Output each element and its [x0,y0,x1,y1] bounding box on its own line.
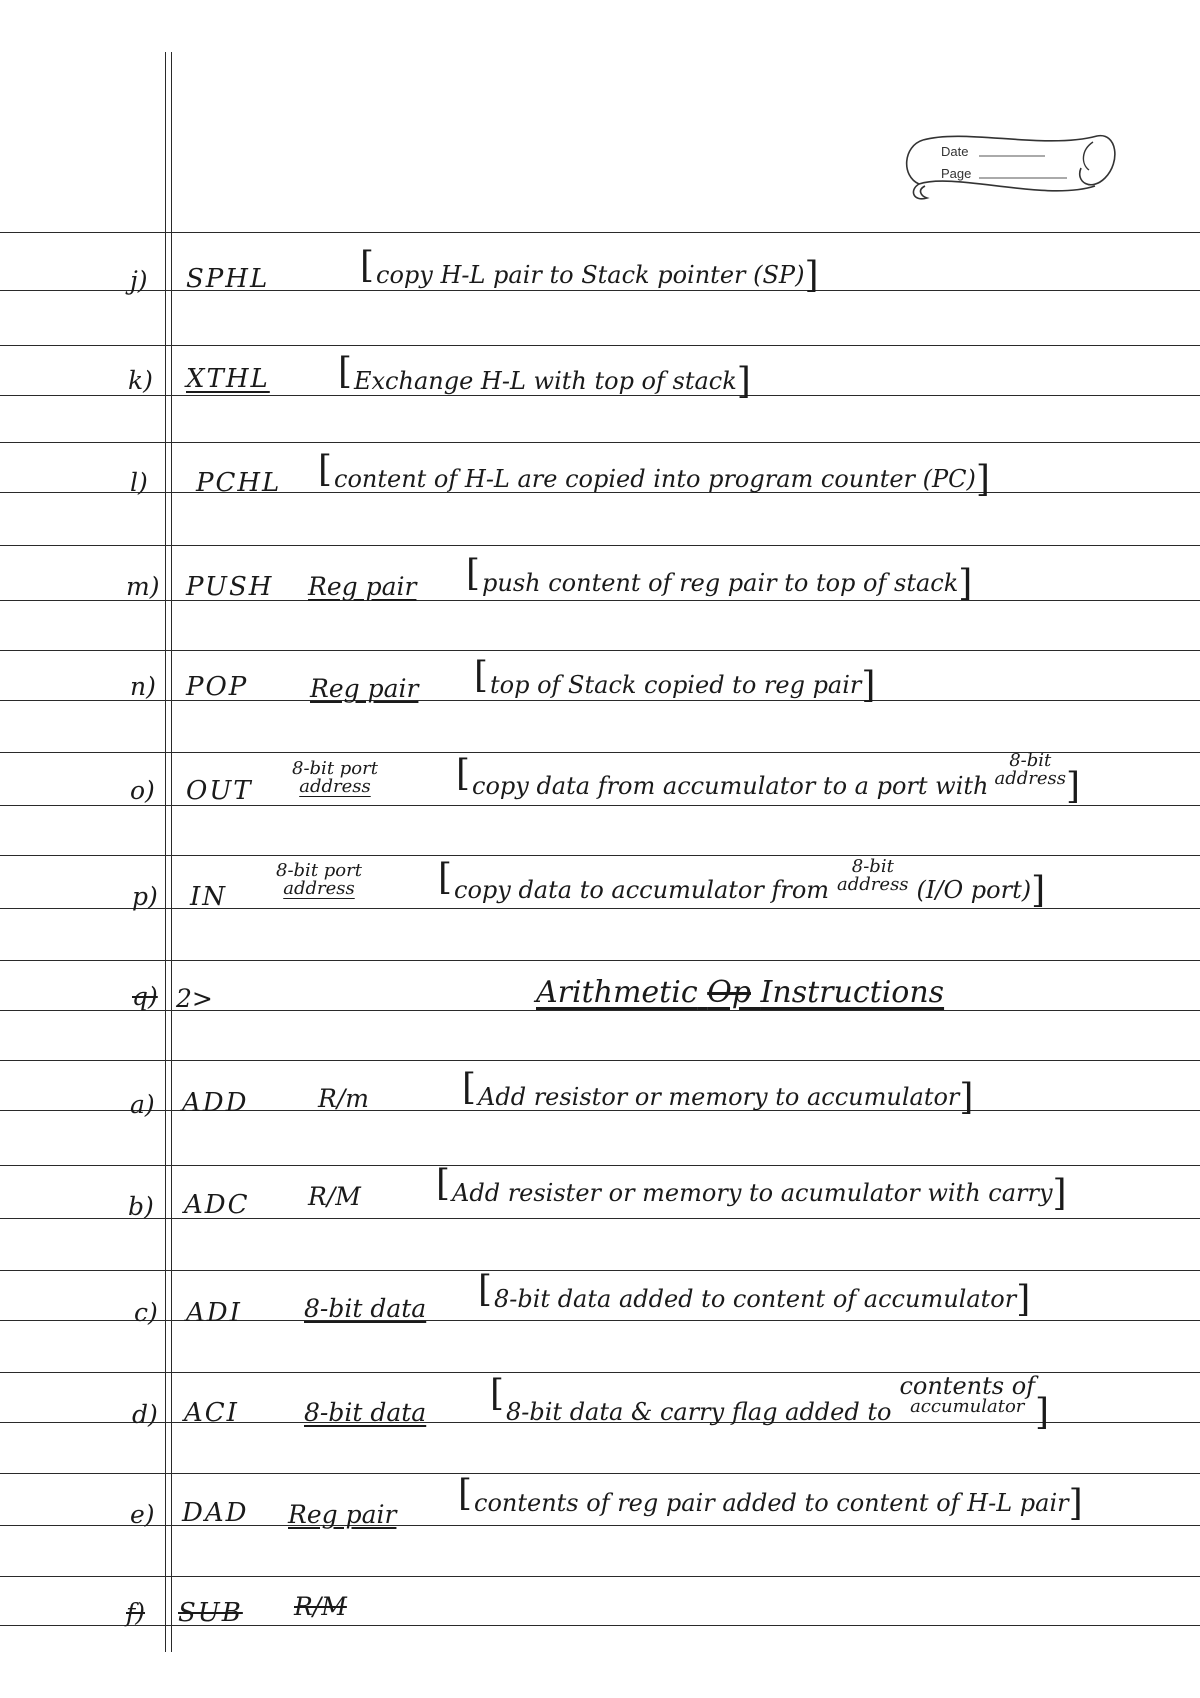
ruled-line [0,700,1200,701]
instruction-mnemonic: SUB [178,1598,243,1628]
instruction-operand: Reg pair [288,1500,397,1529]
item-index: e) [130,1500,155,1529]
instruction-description: [ push content of reg pair to top of stack] [466,553,973,604]
instruction-operand: 8-bit port address [276,860,362,899]
instruction-description: [ top of Stack copied to reg pair] [474,655,876,706]
instruction-mnemonic: PCHL [196,468,282,498]
instruction-operand: 8-bit port address [292,758,378,797]
instruction-mnemonic: OUT [186,776,253,806]
instruction-mnemonic: PUSH [186,572,274,602]
instruction-mnemonic: ACI [184,1398,239,1428]
item-index: o) [130,776,155,805]
instruction-description: [ copy data from accumulator to a port with8-bit address] [456,750,1081,807]
ruled-line [0,1270,1200,1271]
instruction-description: [ Add resistor or memory to accumulator] [462,1067,974,1118]
ruled-line [0,855,1200,856]
instruction-operand: 8-bit data [304,1294,427,1323]
item-index: q) [132,982,158,1011]
ruled-line [0,1165,1200,1166]
instruction-operand: R/m [318,1084,369,1113]
ruled-line [0,232,1200,233]
ruled-line [0,290,1200,291]
item-index: f) [126,1598,146,1627]
instruction-operand: 8-bit data [304,1398,427,1427]
instruction-mnemonic: ADC [184,1190,250,1220]
instruction-description: [ 8-bit data & carry flag added tocontents of accumulator ] [490,1372,1050,1433]
item-index: m) [126,572,160,601]
item-index: b) [128,1192,154,1221]
instruction-operand: Reg pair [308,572,417,601]
instruction-mnemonic: SPHL [186,264,270,294]
ruled-line [0,1525,1200,1526]
date-label: Date [941,144,969,159]
item-index: d) [132,1400,158,1429]
instruction-description: [ Exchange H-L with top of stack] [338,351,751,402]
instruction-description: [ Add resister or memory to acumulator with carry] [436,1163,1067,1214]
ruled-line [0,1060,1200,1061]
section-number: 2> [176,984,213,1013]
margin-line [171,52,172,1652]
ruled-line [0,908,1200,909]
item-index: a) [130,1090,155,1119]
instruction-mnemonic: DAD [182,1498,249,1528]
ruled-line [0,1218,1200,1219]
ruled-line [0,650,1200,651]
ruled-line [0,1320,1200,1321]
ruled-line [0,960,1200,961]
instruction-operand: Reg pair [310,674,419,703]
ruled-line [0,545,1200,546]
ruled-line [0,1473,1200,1474]
section-heading: Arithmetic Op Instructions [536,975,945,1010]
item-index: j) [130,266,148,295]
item-index: k) [128,366,153,395]
instruction-description: [ 8-bit data added to content of accumulator] [478,1269,1031,1320]
instruction-description: [ copy H-L pair to Stack pointer (SP)] [360,245,819,296]
instruction-description: [ contents of reg pair added to content of H-L pair] [458,1473,1083,1524]
page-label: Page [941,166,972,181]
ruled-line [0,1576,1200,1577]
ruled-line [0,805,1200,806]
ruled-line [0,442,1200,443]
item-index: l) [130,468,148,497]
item-index: c) [134,1298,158,1327]
ruled-line [0,345,1200,346]
instruction-description: [ content of H-L are copied into program counter (PC)] [318,449,990,500]
instruction-operand: R/M [294,1592,347,1621]
instruction-mnemonic: XTHL [186,364,270,394]
item-index: n) [130,672,156,701]
instruction-mnemonic: ADD [182,1088,249,1118]
instruction-description: [ copy data to accumulator from8-bit address (I/O port)] [438,856,1046,911]
instruction-mnemonic: IN [190,882,228,912]
instruction-mnemonic: POP [186,672,249,702]
instruction-operand: R/M [308,1182,361,1211]
margin-line [165,52,166,1652]
instruction-mnemonic: ADI [186,1298,242,1328]
scroll-banner-icon [895,124,1117,212]
date-page-stamp [895,124,1117,212]
ruled-line [0,600,1200,601]
item-index: p) [132,882,158,911]
